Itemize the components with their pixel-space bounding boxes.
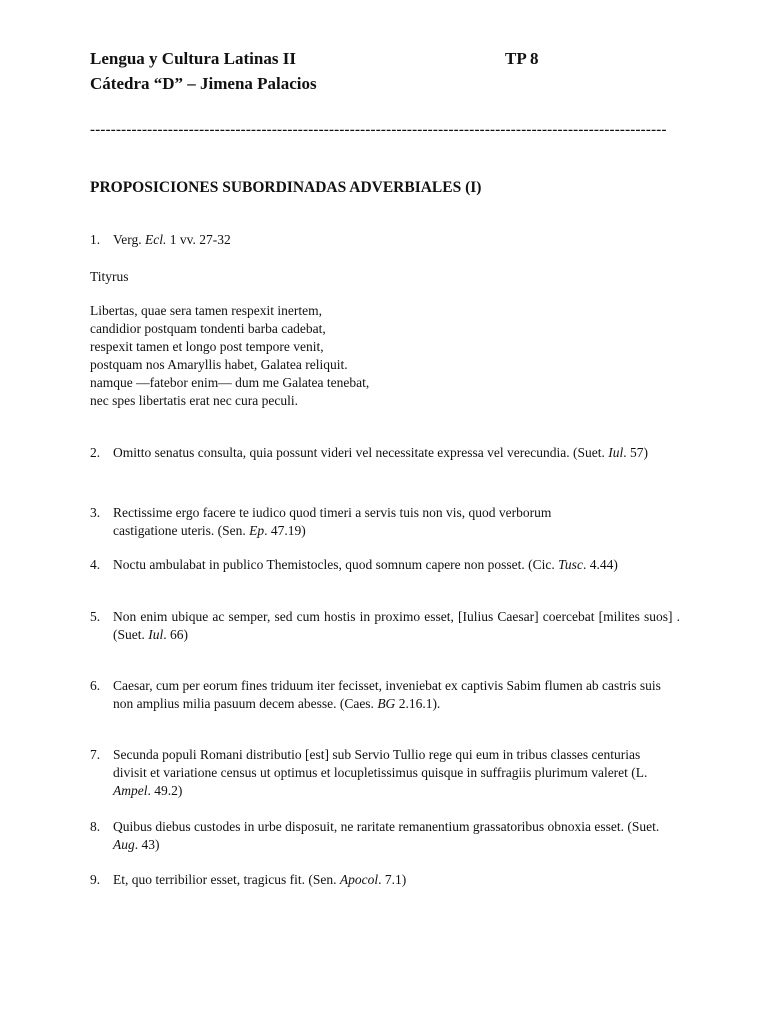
citation-work: Ecl. bbox=[145, 232, 167, 247]
citation-ref: . 4.44) bbox=[582, 557, 618, 572]
item-sentence: Non enim ubique ac semper, sed cum hostis in proximo esset, [Iulius Caesar] coercebat [milites suos] . (Suet. bbox=[113, 609, 680, 642]
citation-work: Apocol bbox=[339, 872, 379, 887]
item-sentence: Rectissime ergo facere te iudico quod timeri a servis tuis non vis, quod verborum castigatione uteris. (Sen. bbox=[113, 505, 552, 538]
citation-work: BG bbox=[377, 696, 396, 711]
exercise-item-7 bbox=[90, 746, 650, 800]
poem-line: candidior postquam tondenti barba cadebat, bbox=[90, 321, 326, 336]
tp-number: TP 8 bbox=[505, 49, 539, 68]
item-number: 4. bbox=[90, 557, 101, 572]
poem-line: nec spes libertatis erat nec cura peculi. bbox=[90, 393, 299, 408]
section-title: PROPOSICIONES SUBORDINADAS ADVERBIALES (I) bbox=[90, 179, 482, 196]
item-text bbox=[113, 608, 680, 644]
item-text bbox=[113, 556, 690, 574]
item-number: 3. bbox=[90, 505, 101, 520]
poem-line: postquam nos Amaryllis habet, Galatea reliquit. bbox=[90, 357, 348, 372]
citation-ref: . 66) bbox=[163, 627, 188, 642]
citation-ref: 1 vv. 27-32 bbox=[169, 232, 231, 247]
item-number: 8. bbox=[90, 819, 101, 834]
exercise-item-4 bbox=[90, 556, 690, 574]
exercise-item-1 bbox=[90, 231, 680, 249]
exercise-item-6 bbox=[90, 677, 670, 713]
chair-line: Cátedra “D” – Jimena Palacios bbox=[90, 74, 317, 93]
item-text bbox=[113, 231, 680, 249]
item-number: 6. bbox=[90, 678, 101, 693]
item-number: 7. bbox=[90, 747, 101, 762]
citation-work: Iul bbox=[148, 627, 164, 642]
citation-ref: . 43) bbox=[134, 837, 160, 852]
exercise-item-9 bbox=[90, 871, 680, 889]
item-number: 2. bbox=[90, 445, 101, 460]
exercise-item-5 bbox=[90, 608, 680, 644]
citation-work: Ep bbox=[249, 523, 265, 538]
exercise-item-3 bbox=[90, 504, 610, 540]
item-sentence: Quibus diebus custodes in urbe disposuit, ne raritate remanentium grassatoribus obnoxia esset. (Suet. bbox=[113, 819, 660, 834]
item-sentence: Et, quo terribilior esset, tragicus fit. (Sen. bbox=[113, 872, 337, 887]
exercise-item-8 bbox=[90, 818, 660, 854]
citation-work: Aug bbox=[113, 837, 135, 852]
citation-ref: . 57) bbox=[623, 445, 648, 460]
course-title: Lengua y Cultura Latinas II bbox=[90, 49, 296, 68]
item-number: 9. bbox=[90, 872, 101, 887]
item-sentence: Caesar, cum per eorum fines triduum iter fecisset, inveniebat ex captivis Sabim flumen ab castris suis non amplius milia pasuum decem abesse. (Caes. bbox=[113, 678, 661, 711]
item-sentence: Noctu ambulabat in publico Themistocles, quod somnum capere non posset. (Cic. bbox=[113, 557, 555, 572]
item-text bbox=[113, 746, 650, 800]
citation-ref: 2.16.1). bbox=[395, 696, 441, 711]
item-text bbox=[113, 871, 680, 889]
poem-line: Libertas, quae sera tamen respexit inertem, bbox=[90, 303, 323, 318]
dashed-separator: --------------------------------------------------------------------------------------------------------------- bbox=[90, 122, 667, 138]
poem-line: respexit tamen et longo post tempore venit, bbox=[90, 339, 324, 354]
item-number: 5. bbox=[90, 609, 101, 624]
item-text bbox=[113, 677, 670, 713]
citation-ref: . 7.1) bbox=[378, 872, 407, 887]
item-sentence: Omitto senatus consulta, quia possunt videri vel necessitate expressa vel verecundia. (Suet. bbox=[113, 445, 605, 460]
item-text bbox=[113, 504, 610, 540]
citation-author: Verg. bbox=[113, 232, 142, 247]
item-text bbox=[113, 818, 660, 854]
poem-line: namque —fatebor enim— dum me Galatea tenebat, bbox=[90, 375, 370, 390]
item-number: 1. bbox=[90, 232, 101, 247]
citation-ref: . 47.19) bbox=[264, 523, 306, 538]
speaker-name: Tityrus bbox=[90, 269, 129, 284]
item-text bbox=[113, 443, 680, 463]
latin-poem bbox=[90, 302, 369, 410]
citation-work: Tusc bbox=[558, 557, 583, 572]
exercise-item-2 bbox=[90, 443, 680, 463]
citation-work: Ampel bbox=[113, 783, 148, 798]
item-sentence: Secunda populi Romani distributio [est] sub Servio Tullio rege qui eum in tribus classes centurias divisit et variatione census ut optimus et locupletissimus quisque in suffragiis plurimum valeret (L. bbox=[113, 747, 648, 780]
citation-work: Iul bbox=[608, 445, 624, 460]
citation-ref: . 49.2) bbox=[147, 783, 183, 798]
